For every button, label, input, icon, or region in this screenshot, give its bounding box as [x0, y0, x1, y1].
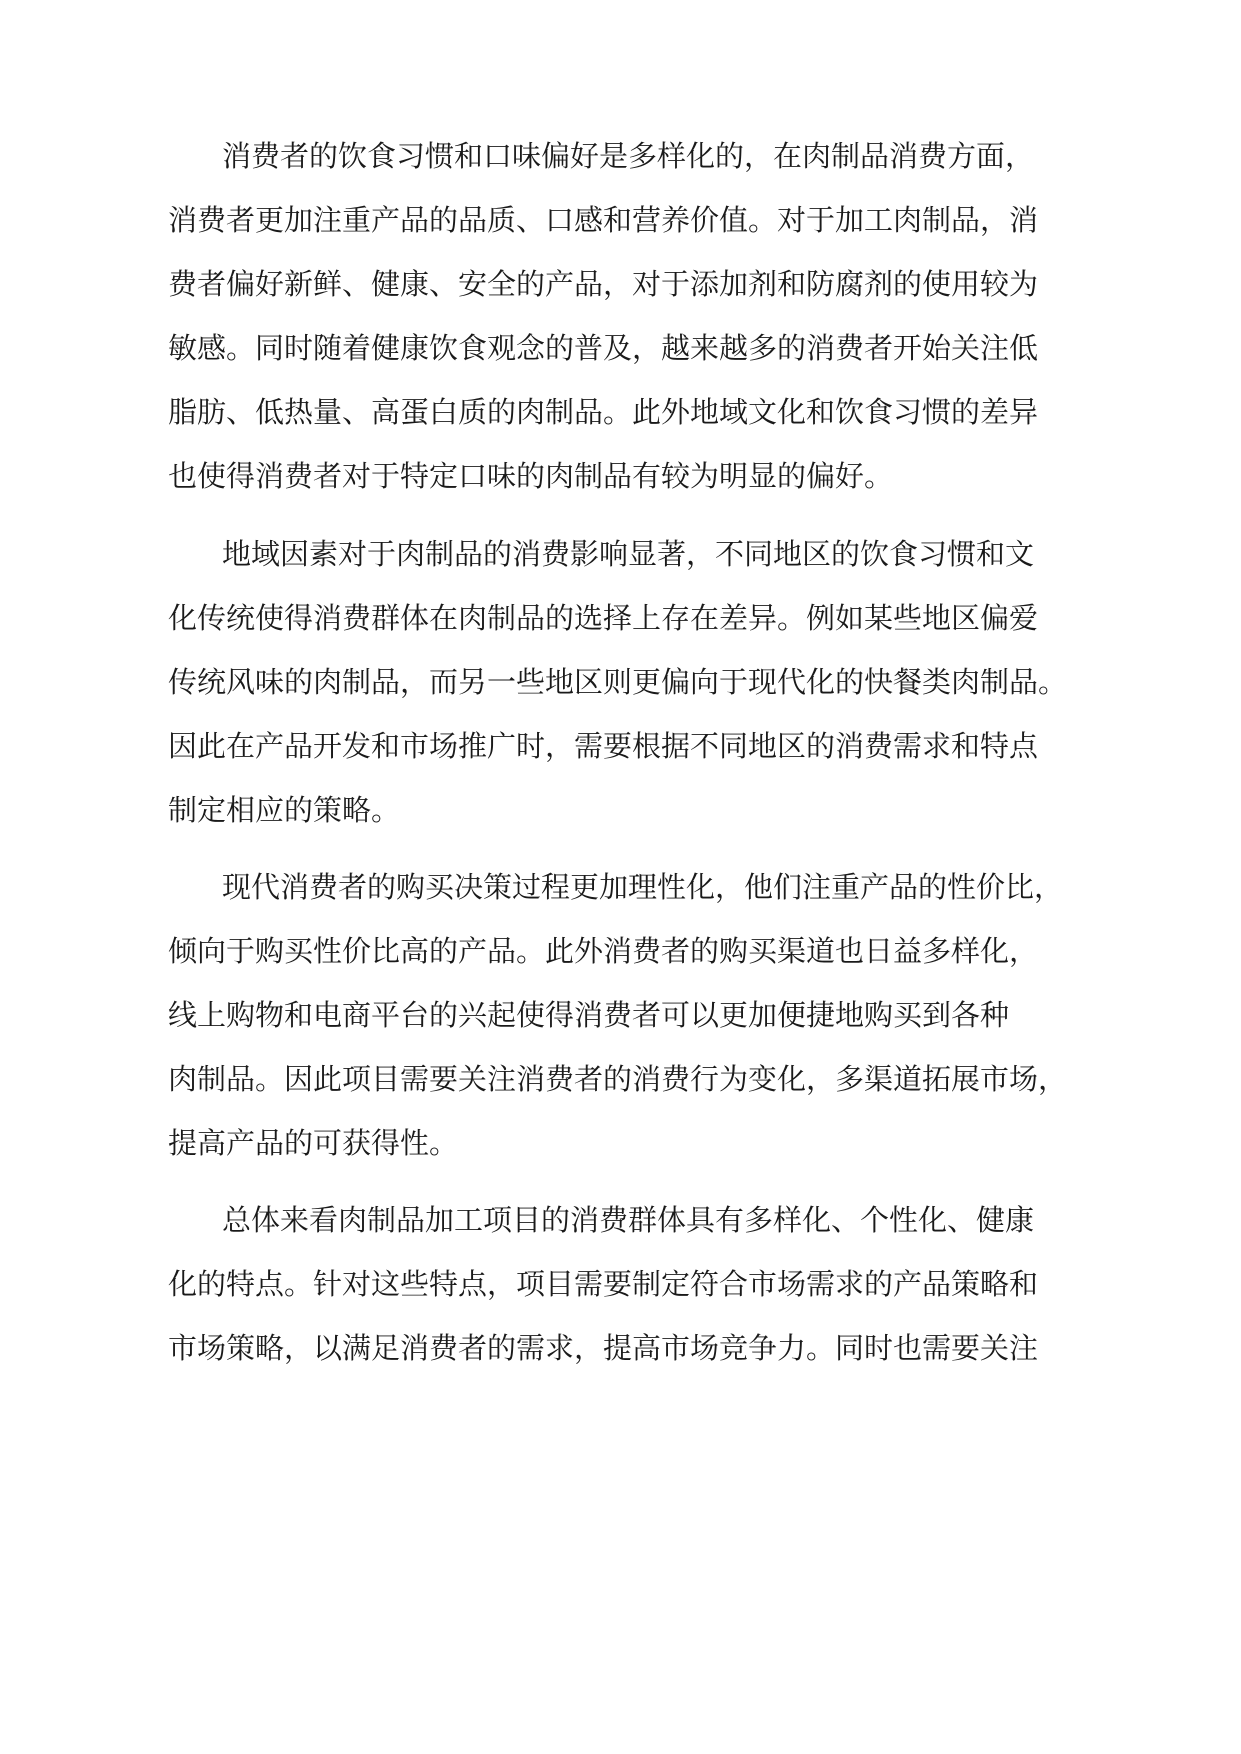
- paragraph-1-line-2: 消费者更加注重产品的品质、口感和营养价值。对于加工肉制品，消: [168, 203, 1039, 237]
- paragraph-4-line-2: 化的特点。针对这些特点，项目需要制定符合市场需求的产品策略和: [168, 1267, 1039, 1301]
- paragraph-2-line-3: 传统风味的肉制品，而另一些地区则更偏向于现代化的快餐类肉制品。: [168, 665, 1068, 699]
- paragraph-3-line-2: 倾向于购买性价比高的产品。此外消费者的购买渠道也日益多样化，: [168, 934, 1039, 968]
- paragraph-3-line-5: 提高产品的可获得性。: [168, 1126, 459, 1160]
- paragraph-1-line-5: 脂肪、低热量、高蛋白质的肉制品。此外地域文化和饮食习惯的差异: [168, 395, 1039, 429]
- paragraph-1-line-1: 消费者的饮食习惯和口味偏好是多样化的，在肉制品消费方面，: [222, 139, 1035, 173]
- paragraph-2-line-4: 因此在产品开发和市场推广时，需要根据不同地区的消费需求和特点: [168, 729, 1039, 763]
- paragraph-4-line-3: 市场策略，以满足消费者的需求，提高市场竞争力。同时也需要关注: [168, 1331, 1039, 1365]
- paragraph-3-line-4: 肉制品。因此项目需要关注消费者的消费行为变化，多渠道拓展市场，: [168, 1062, 1068, 1096]
- paragraph-1-line-6: 也使得消费者对于特定口味的肉制品有较为明显的偏好。: [168, 459, 894, 493]
- paragraph-4-line-1: 总体来看肉制品加工项目的消费群体具有多样化、个性化、健康: [222, 1203, 1035, 1237]
- paragraph-2-line-2: 化传统使得消费群体在肉制品的选择上存在差异。例如某些地区偏爱: [168, 601, 1039, 635]
- paragraph-2-line-5: 制定相应的策略。: [168, 793, 401, 827]
- paragraph-2-line-1: 地域因素对于肉制品的消费影响显著，不同地区的饮食习惯和文: [222, 537, 1035, 571]
- paragraph-1-line-4: 敏感。同时随着健康饮食观念的普及，越来越多的消费者开始关注低: [168, 331, 1039, 365]
- paragraph-1-line-3: 费者偏好新鲜、健康、安全的产品，对于添加剂和防腐剂的使用较为: [168, 267, 1039, 301]
- paragraph-3-line-1: 现代消费者的购买决策过程更加理性化，他们注重产品的性价比，: [222, 870, 1064, 904]
- paragraph-3-line-3: 线上购物和电商平台的兴起使得消费者可以更加便捷地购买到各种: [168, 998, 1010, 1032]
